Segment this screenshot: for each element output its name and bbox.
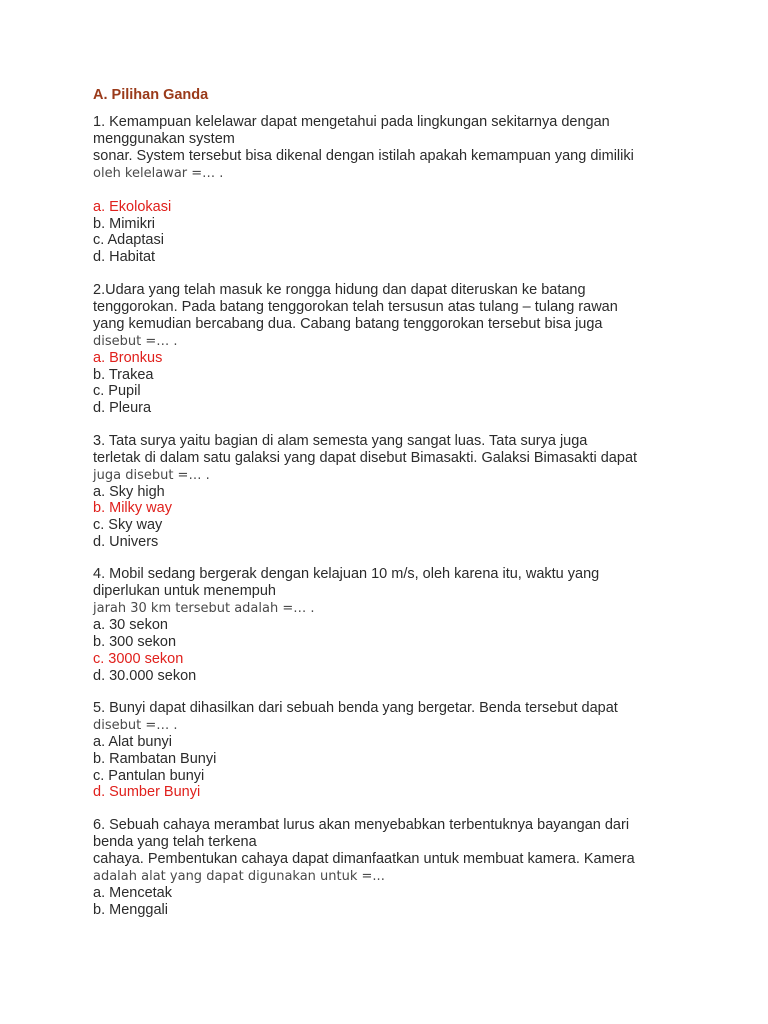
question-3 — [93, 433, 693, 484]
question-text-line: juga disebut =… . — [93, 467, 210, 483]
option: b. Rambatan Bunyi — [93, 750, 217, 767]
question-text-line: terletak di dalam satu galaksi yang dapat disebut Bimasakti. Galaksi Bimasakti dapat — [93, 449, 638, 466]
question-1 — [93, 114, 693, 182]
question-text-line: menggunakan system — [93, 131, 235, 147]
question-text-line: benda yang telah terkena — [93, 834, 257, 851]
question-text-line: oleh kelelawar =… . — [93, 166, 224, 181]
option: b. Menggali — [93, 901, 168, 918]
question-text-line: 1. Kemampuan kelelawar dapat mengetahui pada lingkungan sekitarnya dengan — [93, 114, 610, 130]
question-text-line: 5. Bunyi dapat dihasilkan dari sebuah benda yang bergetar. Benda tersebut dapat — [93, 700, 618, 717]
question-text-line: 2.Udara yang telah masuk ke rongga hidung dan dapat diteruskan ke batang — [93, 281, 586, 298]
option: d. Pleura — [93, 399, 152, 416]
option: d. Habitat — [93, 249, 156, 266]
question-2 — [93, 282, 693, 350]
option: b. 300 sekon — [93, 634, 177, 651]
option: d. 30.000 sekon — [93, 667, 197, 684]
options-6 — [93, 885, 693, 918]
question-5 — [93, 700, 693, 734]
option-correct: a. Ekolokasi — [93, 199, 172, 215]
option-correct: b. Milky way — [93, 500, 172, 517]
options-2 — [93, 350, 693, 417]
question-text-line: 3. Tata surya yaitu bagian di alam semesta yang sangat luas. Tata surya juga — [93, 432, 588, 449]
question-text-line: jarah 30 km tersebut adalah =… . — [93, 601, 315, 617]
question-text-line: 6. Sebuah cahaya merambat lurus akan menyebabkan terbentuknya bayangan dari — [93, 817, 630, 834]
question-text-line: 4. Mobil sedang bergerak dengan kelajuan 10 m/s, oleh karena itu, waktu yang — [93, 566, 600, 583]
option: a. Sky high — [93, 483, 165, 500]
question-text-line: disebut =… . — [93, 718, 178, 734]
question-text-line: sonar. System tersebut bisa dikenal dengan istilah apakah kemampuan yang dimiliki — [93, 148, 634, 164]
options-4 — [93, 617, 693, 684]
question-text-line: diperlukan untuk menempuh — [93, 583, 276, 600]
question-text-line: cahaya. Pembentukan cahaya dapat dimanfaatkan untuk membuat kamera. Kamera — [93, 851, 635, 868]
question-text-line: yang kemudian bercabang dua. Cabang batang tenggorokan tersebut bisa juga — [93, 315, 603, 332]
option: b. Mimikri — [93, 215, 156, 232]
option-correct: a. Bronkus — [93, 349, 163, 366]
question-text-line: tenggorokan. Pada batang tenggorokan telah tersusun atas tulang – tulang rawan — [93, 298, 618, 315]
question-text-line: disebut =… . — [93, 333, 178, 349]
options-1 — [93, 199, 693, 266]
option: a. Alat bunyi — [93, 734, 172, 751]
option-correct: d. Sumber Bunyi — [93, 784, 201, 801]
option: a. 30 sekon — [93, 617, 168, 634]
question-text-line: adalah alat yang dapat digunakan untuk =... — [93, 869, 385, 885]
option: c. Sky way — [93, 517, 163, 534]
option-correct: c. 3000 sekon — [93, 650, 184, 667]
options-5 — [93, 734, 693, 801]
option: c. Adaptasi — [93, 232, 164, 249]
question-4 — [93, 566, 693, 617]
option: a. Mencetak — [93, 885, 172, 902]
question-6 — [93, 817, 693, 885]
document-page — [93, 86, 693, 918]
option: d. Univers — [93, 533, 159, 550]
options-3 — [93, 484, 693, 551]
option: b. Trakea — [93, 366, 154, 383]
section-title: A. Pilihan Ganda — [93, 87, 209, 103]
option: c. Pupil — [93, 383, 141, 400]
option: c. Pantulan bunyi — [93, 767, 205, 784]
